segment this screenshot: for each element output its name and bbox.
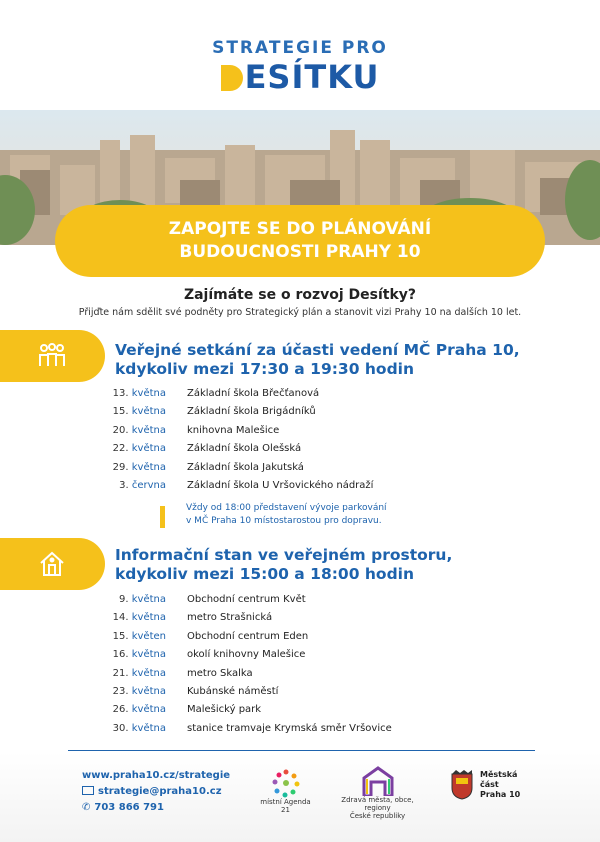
intro-subtitle: Přijďte nám sdělit své podněty pro Strategický plán a stanovit vizi Prahy 10 na dalších 10 let. — [78, 307, 522, 318]
schedule-place: Základní škola Břečťanová — [187, 388, 320, 399]
schedule-day: 22. — [112, 443, 129, 455]
logo-title-main — [0, 58, 600, 96]
schedule-month: května — [131, 667, 166, 679]
schedule-place: Kubánské náměstí — [187, 686, 279, 697]
schedule-day: 15. — [112, 630, 129, 642]
schedule-month: května — [131, 424, 166, 436]
schedule-date — [100, 594, 166, 605]
praha10-caption-3: Praha 10 — [480, 790, 521, 799]
schedule-month: května — [131, 594, 166, 605]
schedule-date — [100, 462, 166, 473]
schedule-month: května — [131, 704, 166, 716]
schedule-day: 14. — [112, 612, 129, 624]
footer-divider — [68, 750, 535, 751]
schedule-place: stanice tramvaje Krymská směr Vršovice — [187, 722, 392, 734]
parking-note — [186, 502, 387, 528]
praha10-caption-1: Městská — [480, 770, 518, 779]
schedule-row — [100, 723, 520, 741]
schedule-date — [100, 406, 166, 417]
schedule-date — [100, 612, 166, 623]
logo-title-text: ESÍTKU — [244, 58, 380, 96]
coat-of-arms-icon — [450, 770, 474, 800]
agenda21-logo — [258, 768, 313, 814]
meetings-title-2: kdykoliv mezi 17:30 a 19:30 hodin — [115, 360, 415, 378]
agenda21-caption: místní Agenda 21 — [260, 798, 311, 814]
schedule-month: května — [131, 461, 166, 473]
schedule-row — [100, 631, 520, 649]
schedule-place: Základní škola Brigádníků — [187, 406, 316, 418]
phone-row[interactable] — [82, 802, 164, 813]
headline-banner — [55, 205, 545, 277]
schedule-place: metro Skalka — [187, 667, 253, 679]
schedule-month: června — [131, 480, 166, 491]
schedule-date — [100, 704, 166, 715]
meetings-title-1: Veřejné setkání za účasti vedení MČ Praha 10, — [115, 341, 520, 359]
healthy-cities-caption-2: České republiky — [349, 812, 406, 820]
schedule-day: 9. — [119, 594, 129, 605]
praha10-caption-2: část — [480, 780, 499, 789]
schedule-date — [100, 443, 166, 454]
arch-icon — [361, 766, 395, 796]
schedule-place: Obchodní centrum Květ — [187, 594, 306, 605]
stands-tab — [0, 538, 105, 590]
schedule-date — [100, 668, 166, 679]
schedule-day: 30. — [112, 722, 129, 734]
intro-title: Zajímáte se o rozvoj Desítky? — [183, 287, 417, 303]
phone-number[interactable]: 703 866 791 — [94, 802, 164, 813]
schedule-date — [100, 425, 166, 436]
schedule-place: Malešický park — [187, 704, 262, 716]
schedule-row — [100, 649, 520, 667]
schedule-place: okolí knihovny Malešice — [187, 649, 306, 661]
schedule-day: 3. — [119, 480, 129, 491]
schedule-place: knihovna Malešice — [187, 424, 280, 436]
schedule-row — [100, 425, 520, 443]
dots-icon — [271, 768, 301, 798]
stands-title-1: Informační stan ve veřejném prostoru, — [115, 546, 453, 564]
banner-line-1: ZAPOJTE SE DO PLÁNOVÁNÍ — [168, 219, 432, 239]
schedule-place: metro Strašnická — [187, 612, 273, 624]
schedule-date — [100, 723, 166, 734]
house-icon — [38, 550, 66, 578]
schedule-row — [100, 443, 520, 461]
people-icon — [38, 342, 66, 370]
schedule-row — [100, 388, 520, 406]
schedule-date — [100, 649, 166, 660]
schedule-row — [100, 612, 520, 630]
schedule-date — [100, 388, 166, 399]
schedule-date — [100, 686, 166, 697]
schedule-row — [100, 594, 520, 612]
banner-line-2: BUDOUCNOSTI PRAHY 10 — [179, 242, 421, 262]
schedule-month: květen — [131, 630, 166, 642]
schedule-day: 15. — [112, 406, 129, 418]
schedule-row — [100, 686, 520, 704]
schedule-day: 13. — [112, 388, 129, 399]
schedule-row — [100, 462, 520, 480]
web-link[interactable]: www.praha10.cz/strategie — [82, 770, 231, 781]
schedule-month: května — [131, 686, 166, 697]
stands-title-2: kdykoliv mezi 15:00 a 18:00 hodin — [115, 565, 415, 583]
envelope-icon — [82, 786, 94, 795]
phone-icon: ✆ — [82, 802, 91, 813]
schedule-day: 21. — [112, 667, 129, 679]
email-row[interactable] — [82, 786, 222, 797]
schedule-row — [100, 480, 520, 498]
email-link[interactable]: strategie@praha10.cz — [98, 786, 222, 797]
schedule-row — [100, 668, 520, 686]
note-marker — [160, 506, 165, 528]
schedule-day: 29. — [112, 461, 129, 473]
schedule-date — [100, 480, 166, 491]
schedule-row — [100, 704, 520, 722]
schedule-row — [100, 406, 520, 424]
schedule-day: 20. — [112, 424, 129, 436]
schedule-place: Obchodní centrum Eden — [187, 630, 309, 642]
schedule-date — [100, 631, 166, 642]
schedule-day: 16. — [112, 649, 129, 661]
logo-title-top: STRATEGIE PRO — [212, 38, 388, 58]
schedule-day: 26. — [112, 704, 129, 716]
schedule-month: května — [131, 722, 166, 734]
logo-d-mark — [221, 65, 243, 91]
note-line-2: v MČ Praha 10 místostarostou pro dopravu. — [186, 516, 382, 526]
note-line-1: Vždy od 18:00 představení vývoje parkování — [186, 503, 387, 513]
schedule-place: Základní škola U Vršovického nádraží — [187, 480, 374, 491]
healthy-cities-caption-1: Zdravá města, obce, regiony — [341, 796, 414, 812]
schedule-place: Základní škola Olešská — [187, 443, 302, 455]
meetings-tab — [0, 330, 105, 382]
schedule-place: Základní škola Jakutská — [187, 461, 304, 473]
healthy-cities-logo — [335, 766, 420, 820]
schedule-month: května — [131, 388, 166, 399]
schedule-month: května — [131, 612, 166, 624]
schedule-day: 23. — [112, 686, 129, 697]
schedule-month: května — [131, 406, 166, 418]
schedule-month: května — [131, 443, 166, 455]
schedule-month: května — [131, 649, 166, 661]
